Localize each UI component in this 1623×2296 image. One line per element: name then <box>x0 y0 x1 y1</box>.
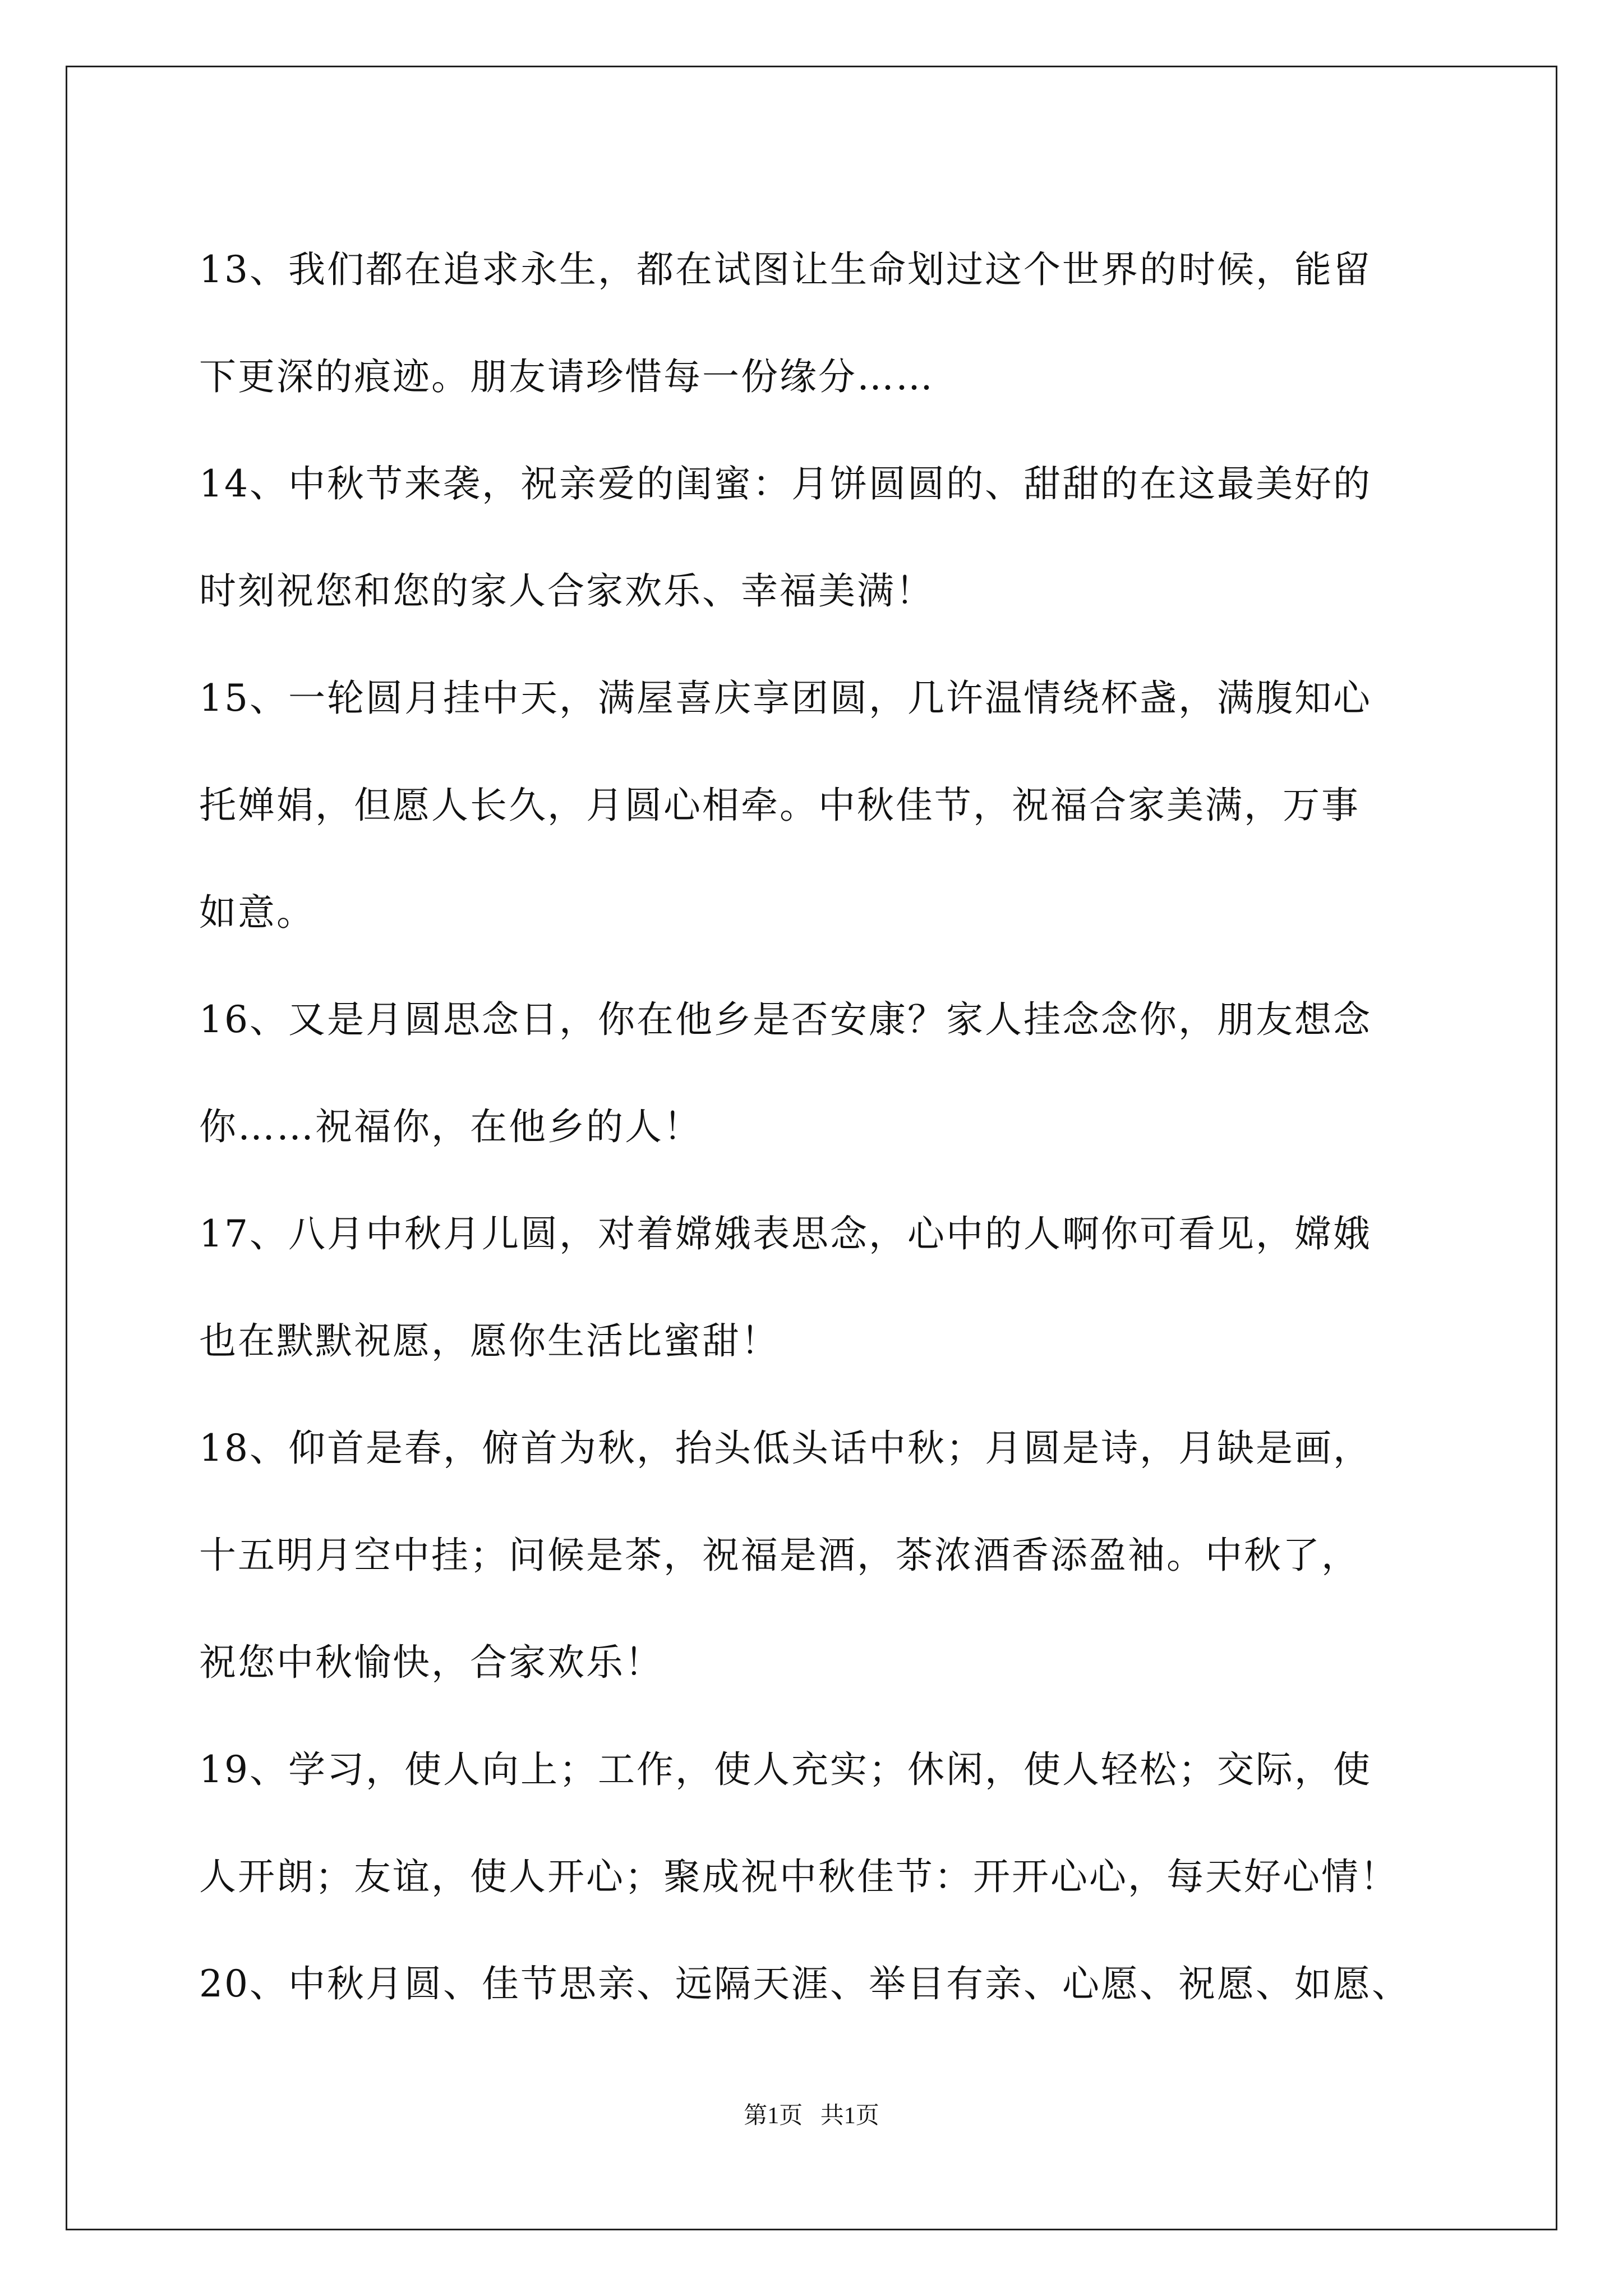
document-body <box>199 216 1450 2037</box>
text-line: 下更深的痕迹。朋友请珍惜每一份缘分…… <box>199 355 934 398</box>
text-line: 人开朗；友谊，使人开心；聚成祝中秋佳节：开开心心，每天好心情！ <box>199 1855 1399 1898</box>
text-line: 如意。 <box>199 891 315 934</box>
text-line: 也在默默祝愿，愿你生活比蜜甜！ <box>199 1319 780 1363</box>
text-line: 祝您中秋愉快，合家欢乐！ <box>199 1641 663 1684</box>
text-line: 13、我们都在追求永生，都在试图让生命划过这个世界的时候，能留 <box>199 248 1372 291</box>
text-line: 14、中秋节来袭，祝亲爱的闺蜜：月饼圆圆的、甜甜的在这最美好的 <box>199 462 1372 505</box>
text-line: 18、仰首是春，俯首为秋，抬头低头话中秋；月圆是诗，月缺是画， <box>199 1427 1372 1470</box>
text-line: 20、中秋月圆、佳节思亲、远隔天涯、举目有亲、心愿、祝愿、如愿、 <box>199 1962 1410 2005</box>
text-line: 你……祝福你，在他乡的人！ <box>199 1105 702 1148</box>
page-number-footer: 第1页 共1页 <box>744 2103 879 2129</box>
text-line: 时刻祝您和您的家人合家欢乐、幸福美满！ <box>199 569 934 613</box>
text-line: 19、学习，使人向上；工作，使人充实；休闲，使人轻松；交际，使 <box>199 1748 1372 1791</box>
text-line: 17、八月中秋月儿圆，对着嫦娥表思念，心中的人啊你可看见，嫦娥 <box>199 1212 1372 1255</box>
text-line: 15、一轮圆月挂中天，满屋喜庆享团圆，几许温情绕杯盏，满腹知心 <box>199 677 1372 720</box>
text-line: 十五明月空中挂；问候是茶，祝福是酒，茶浓酒香添盈袖。中秋了， <box>199 1534 1360 1577</box>
text-line: 16、又是月圆思念日，你在他乡是否安康？家人挂念念你，朋友想念 <box>199 998 1372 1041</box>
text-line: 托婵娟，但愿人长久，月圆心相牵。中秋佳节，祝福合家美满，万事 <box>199 784 1360 827</box>
